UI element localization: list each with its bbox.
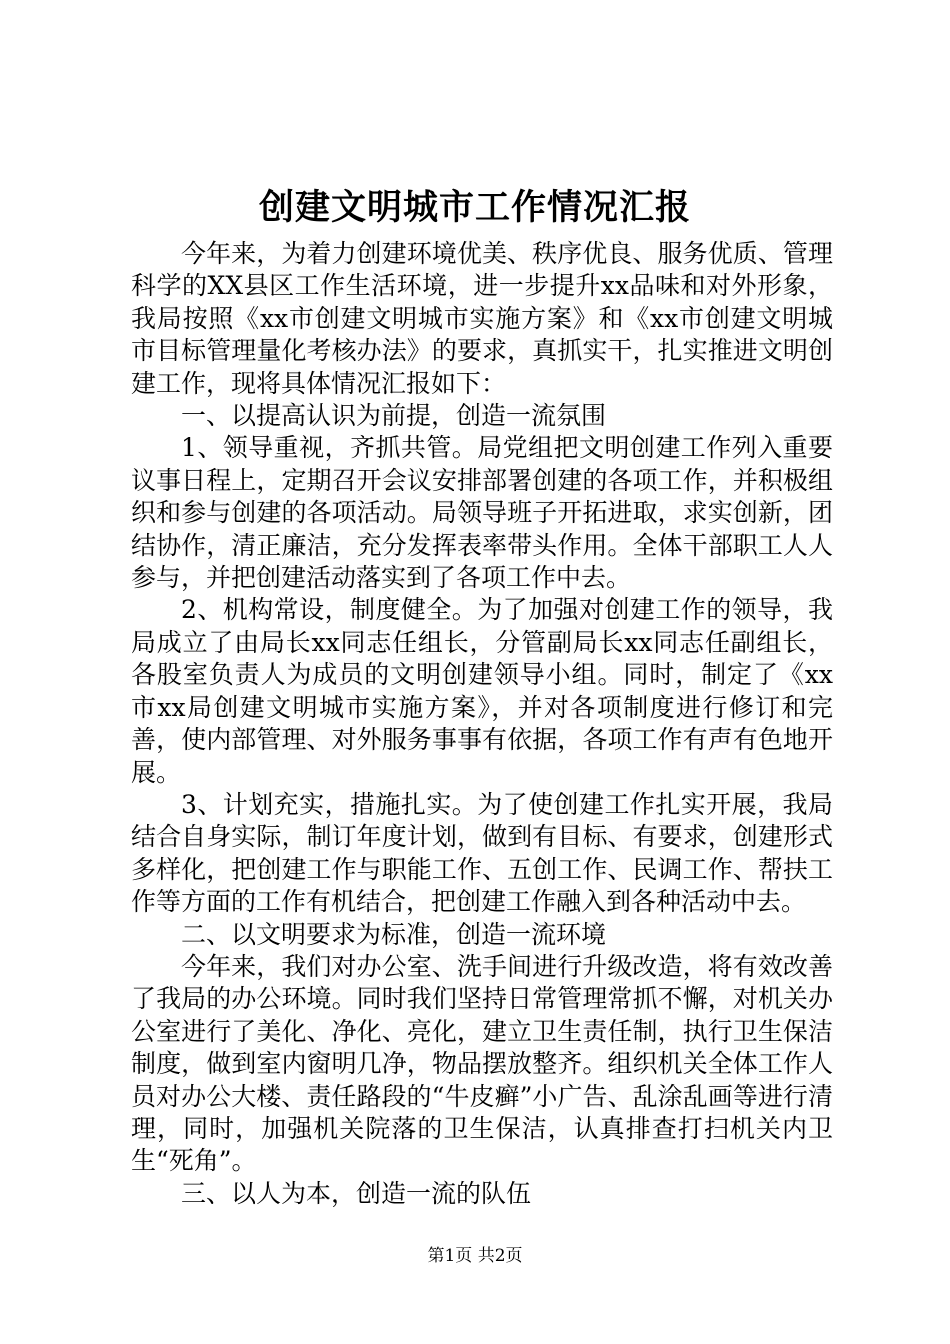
paragraph-intro: 今年来，为着力创建环境优美、秩序优良、服务优质、管理科学的XX县区工作生活环境，进一步提升xx品味和对外形象，我局按照《xx市创建文明城市实施方案》和《xx市创建文明城市目标管理量化考核办法》的要求，真抓实干，扎实推进文明创建工作，现将具体情况汇报如下：	[131, 239, 833, 398]
paragraph-2: 今年来，我们对办公室、洗手间进行升级改造，将有效改善了我局的办公环境。同时我们坚持日常管理常抓不懈，对机关办公室进行了美化、净化、亮化，建立卫生责任制，执行卫生保洁制度，做到室内窗明几净，物品摆放整齐。组织机关全体工作人员对办公大楼、责任路段的“牛皮癣”小广告、乱涂乱画等进行清理，同时，加强机关院落的卫生保洁，认真排查打扫机关内卫生“死角”。	[131, 951, 833, 1176]
paragraph-1-1: 1、领导重视，齐抓共管。局党组把文明创建工作列入重要议事日程上，定期召开会议安排部署创建的各项工作，并积极组织和参与创建的各项活动。局领导班子开拓进取，求实创新，团结协作，清正廉洁，充分发挥表率带头作用。全体干部职工人人参与，并把创建活动落实到了各项工作中去。	[131, 433, 833, 593]
section-heading-1: 一、以提高认识为前提，创造一流氛围	[181, 401, 607, 431]
document-body	[131, 238, 833, 1210]
page-footer: 第1页 共2页	[427, 1246, 523, 1266]
document-title: 创建文明城市工作情况汇报	[258, 187, 691, 228]
paragraph-1-2: 2、机构常设，制度健全。为了加强对创建工作的领导，我局成立了由局长xx同志任组长，分管副局长xx同志任副组长，各股室负责人为成员的文明创建领导小组。同时，制定了《xx市xx局创建文明城市实施方案》，并对各项制度进行修订和完善，使内部管理、对外服务事事有依据，各项工作有声有色地开展。	[131, 595, 833, 787]
section-heading-2: 二、以文明要求为标准，创造一流环境	[181, 919, 607, 949]
section-heading-3: 三、以人为本，创造一流的队伍	[181, 1178, 532, 1208]
paragraph-1-3: 3、计划充实，措施扎实。为了使创建工作扎实开展，我局结合自身实际，制订年度计划，做到有目标、有要求，创建形式多样化，把创建工作与职能工作、五创工作、民调工作、帮扶工作等方面的工作有机结合，把创建工作融入到各种活动中去。	[131, 789, 833, 917]
